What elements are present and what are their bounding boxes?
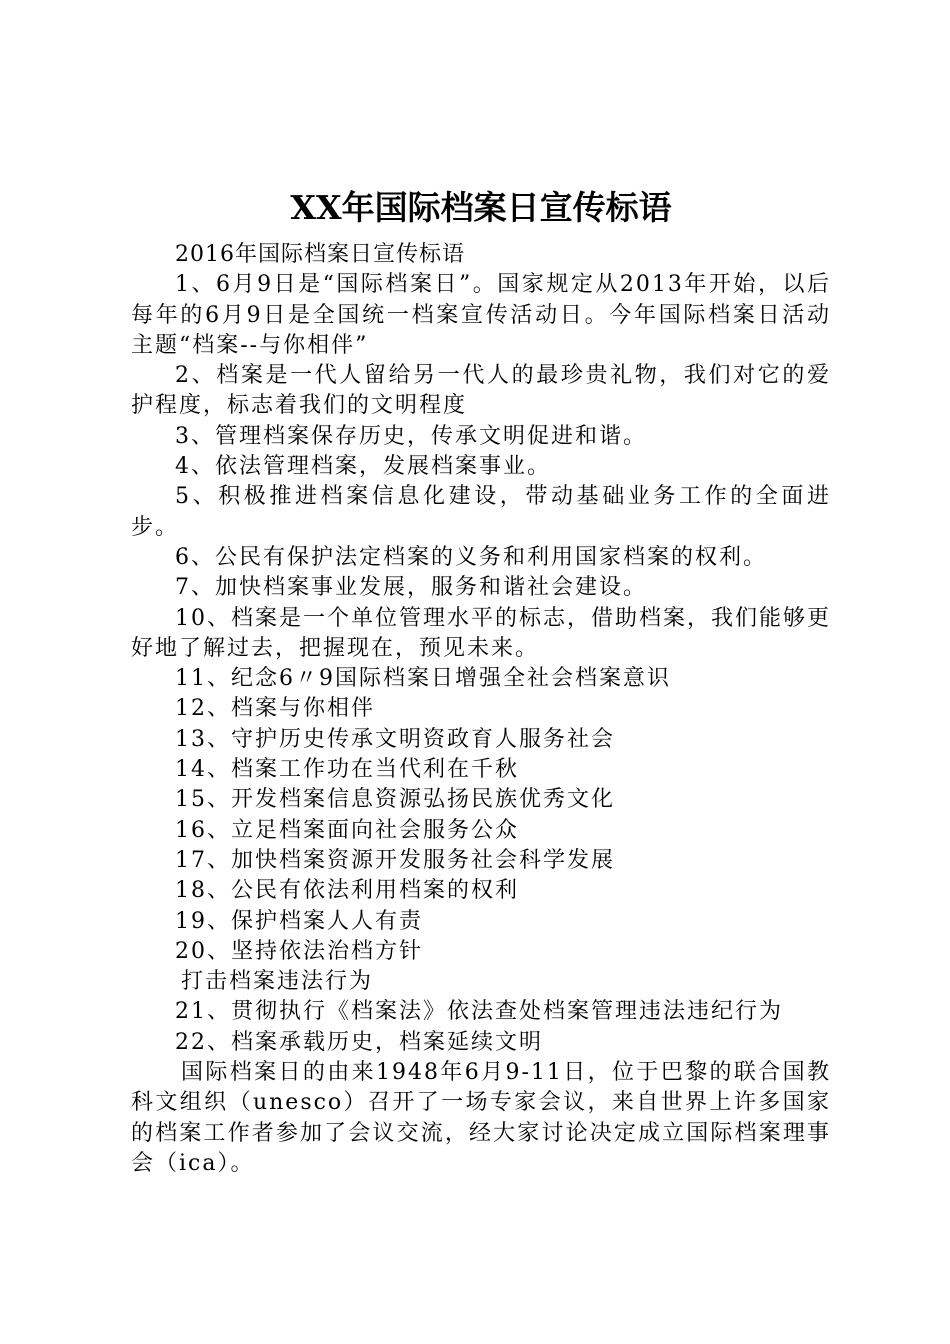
paragraph-slogan-15: 15、开发档案信息资源弘扬民族优秀文化 xyxy=(175,787,615,813)
paragraph-subtitle: 2016年国际档案日宣传标语 xyxy=(175,242,465,267)
paragraph-slogan-4: 4、依法管理档案，发展档案事业。 xyxy=(175,454,551,480)
document-title: XX年国际档案日宣传标语 xyxy=(290,188,672,227)
paragraph-slogan-12: 12、档案与你相伴 xyxy=(175,696,375,722)
paragraph-slogan-17: 17、加快档案资源开发服务社会科学发展 xyxy=(175,847,615,873)
paragraph-slogan-1: 1、6月9日是“国际档案日”。国家规定从2013年开始，以后每年的6月9日是全国统一档案宣传活动日。今年国际档案日活动主题“档案--与你相伴” xyxy=(131,272,831,358)
paragraph-slogan-5: 5、积极推进档案信息化建设，带动基础业务工作的全面进步。 xyxy=(131,484,831,540)
paragraph-slogan-20: 20、坚持依法治档方针 xyxy=(175,938,423,964)
paragraph-slogan-11: 11、纪念6〃9国际档案日增强全社会档案意识 xyxy=(175,666,671,692)
paragraph-slogan-6: 6、公民有保护法定档案的义务和利用国家档案的权利。 xyxy=(175,544,767,570)
paragraph-slogan-18: 18、公民有依法利用档案的权利 xyxy=(175,878,519,904)
paragraph-slogan-2: 2、档案是一代人留给另一代人的最珍贵礼物，我们对它的爱护程度，标志着我们的文明程度 xyxy=(131,363,831,419)
paragraph-slogan-22: 22、档案承载历史，档案延续文明 xyxy=(175,1029,543,1055)
paragraph-slogan-10: 10、档案是一个单位管理水平的标志，借助档案，我们能够更好地了解过去，把握现在，预见未来。 xyxy=(131,605,831,661)
paragraph-slogan-19: 19、保护档案人人有责 xyxy=(175,908,423,934)
paragraph-origin: 国际档案日的由来1948年6月9-11日，位于巴黎的联合国教科文组织（unesco）召开了一场专家会议，来自世界上许多国家的档案工作者参加了会议交流，经大家讨论决定成立国际档案理事会（ica）。 xyxy=(131,1060,831,1176)
paragraph-slogan-21: 21、贯彻执行《档案法》依法查处档案管理违法违纪行为 xyxy=(175,999,783,1025)
document-page xyxy=(131,186,831,1179)
paragraph-slogan-14: 14、档案工作功在当代利在千秋 xyxy=(175,757,519,783)
paragraph-slogan-20-continued: 打击档案违法行为 xyxy=(181,969,374,995)
paragraph-slogan-3: 3、管理档案保存历史，传承文明促进和谐。 xyxy=(175,423,647,449)
paragraph-slogan-16: 16、立足档案面向社会服务公众 xyxy=(175,817,519,843)
paragraph-slogan-7: 7、加快档案事业发展，服务和谐社会建设。 xyxy=(175,575,647,601)
paragraph-slogan-13: 13、守护历史传承文明资政育人服务社会 xyxy=(175,726,615,752)
